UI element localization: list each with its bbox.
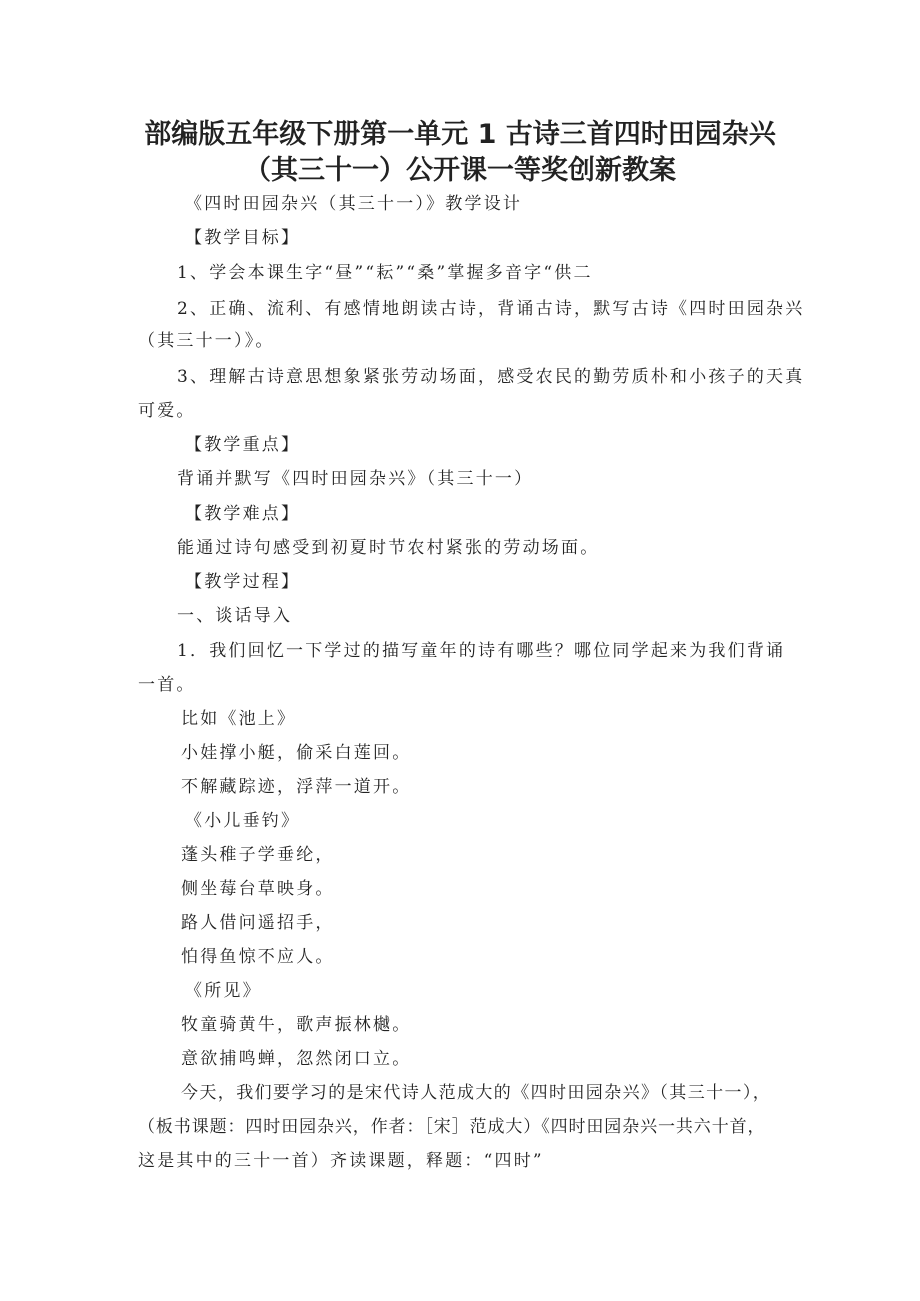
poem-2-line-1: 蓬头稚子学垂纶，: [181, 845, 335, 865]
goal-2-line-2: （其三十一）》。: [138, 331, 275, 351]
goal-3-line-2: 可爱。: [138, 401, 196, 421]
section-heading-process: 【教学过程】: [185, 572, 301, 592]
goal-2-line-1: 2、正确、流利、有感情地朗读古诗，背诵古诗，默写古诗《四时田园杂兴: [177, 299, 805, 319]
poem-3-line-1: 牧童骑黄牛，歌声振林樾。: [181, 1015, 412, 1035]
poem-3-title: 《所见》: [185, 981, 262, 1001]
poem-2-title: 《小儿垂钓》: [185, 811, 301, 831]
document-title-line-2: （其三十一）公开课一等奖创新教案: [244, 155, 676, 186]
intro-paragraph-line-1: 今天，我们要学习的是宋代诗人范成大的《四时田园杂兴》（其三十一），: [181, 1083, 772, 1103]
poem-2-line-2: 侧坐莓台草映身。: [181, 879, 335, 899]
poem-3-line-2: 意欲捕鸣蝉，忽然闭口立。: [181, 1049, 412, 1069]
question-1-line-2: 一首。: [138, 675, 196, 695]
poem-1-title: 比如《池上》: [181, 709, 297, 729]
goal-3-line-1: 3、理解古诗意思想象紧张劳动场面，感受农民的勤劳质朴和小孩子的天真: [177, 367, 805, 387]
key-point: 背诵并默写《四时田园杂兴》（其三十一）: [177, 469, 534, 489]
difficult-point: 能通过诗句感受到初夏时节农村紧张的劳动场面。: [177, 538, 600, 558]
section-heading-difficult: 【教学难点】: [185, 504, 301, 524]
goal-1: 1、学会本课生字“昼”“耘”“桑”掌握多音字“供二: [177, 263, 593, 283]
section-heading-goals: 【教学目标】: [185, 228, 301, 248]
document-subtitle: 《四时田园杂兴（其三十一）》教学设计: [185, 194, 523, 214]
poem-1-line-1: 小娃撑小艇，偷采白莲回。: [181, 743, 412, 763]
document-title-line-1: 部编版五年级下册第一单元 1 古诗三首四时田园杂兴: [144, 119, 776, 150]
poem-2-line-3: 路人借问遥招手，: [181, 913, 335, 933]
intro-paragraph-line-2: （板书课题：四时田园杂兴，作者：［宋］范成大）《四时田园杂兴一共六十首，: [138, 1117, 766, 1137]
poem-2-line-4: 怕得鱼惊不应人。: [181, 947, 335, 967]
poem-1-line-2: 不解藏踪迹，浮萍一道开。: [181, 777, 412, 797]
question-1-line-1: 1．我们回忆一下学过的描写童年的诗有哪些？哪位同学起来为我们背诵: [177, 641, 786, 661]
intro-paragraph-line-3: 这是其中的三十一首）齐读课题，释题：“四时”: [138, 1151, 544, 1171]
step-1-heading: 一、谈话导入: [177, 606, 293, 626]
section-heading-key: 【教学重点】: [185, 435, 301, 455]
